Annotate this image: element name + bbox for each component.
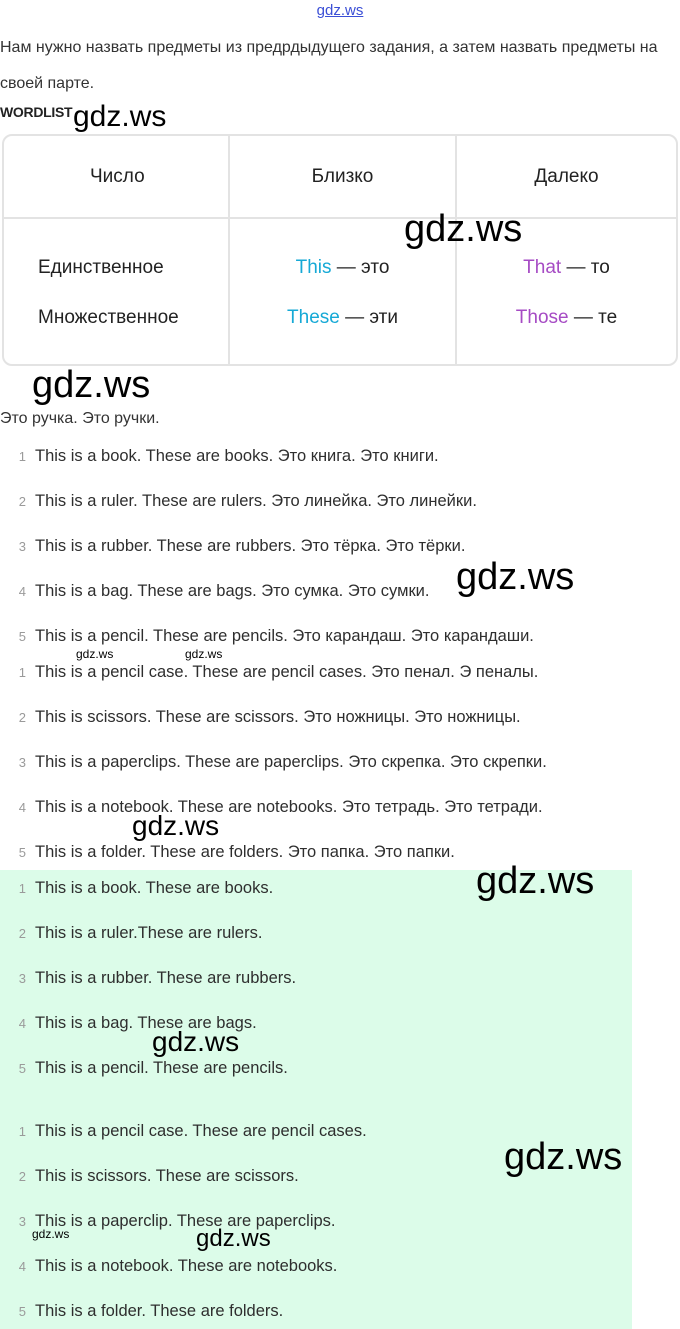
item-number: 4 xyxy=(18,1258,26,1274)
list-item xyxy=(0,657,538,687)
watermark: gdz.ws xyxy=(196,1225,271,1252)
near-singular-translation: — это xyxy=(331,257,390,278)
list-item xyxy=(0,1296,283,1326)
near-singular-word: This xyxy=(295,257,332,278)
item-number: 1 xyxy=(18,1123,26,1139)
list-item xyxy=(0,963,296,993)
item-number: 2 xyxy=(18,1168,26,1184)
list-item xyxy=(0,441,439,471)
item-text: This is a pencil. These are pencils. xyxy=(35,1058,288,1077)
list-item xyxy=(0,792,543,822)
header-number: Число xyxy=(4,136,230,217)
item-text: This is a pencil. These are pencils. Это карандаш. Это карандаши. xyxy=(35,626,534,645)
list-item xyxy=(0,747,547,777)
near-plural xyxy=(230,307,455,357)
item-number: 2 xyxy=(18,493,26,509)
far-singular-translation: — то xyxy=(561,257,610,278)
watermark: gdz.ws xyxy=(152,1026,240,1057)
example-line: Это ручка. Это ручки. xyxy=(0,410,160,427)
item-text: This is a folder. These are folders. Это папка. Это папки. xyxy=(35,842,455,861)
watermark: gdz.ws xyxy=(404,208,523,250)
item-text: This is a book. These are books. Это книга. Это книги. xyxy=(35,446,439,465)
wordlist-table xyxy=(2,134,678,366)
list-item xyxy=(0,918,262,948)
number-column xyxy=(4,219,230,364)
watermark: gdz.ws xyxy=(504,1136,623,1178)
item-number: 4 xyxy=(18,583,26,599)
item-number: 5 xyxy=(18,1303,26,1319)
item-number: 3 xyxy=(18,970,26,986)
item-number: 4 xyxy=(18,799,26,815)
watermark: gdz.ws xyxy=(32,1227,70,1241)
far-plural xyxy=(457,307,676,357)
item-text: This is scissors. These are scissors. xyxy=(35,1166,299,1185)
item-number: 5 xyxy=(18,628,26,644)
header-near: Близко xyxy=(230,136,457,217)
item-number: 5 xyxy=(18,1060,26,1076)
item-number: 2 xyxy=(18,925,26,941)
list-item xyxy=(0,873,273,903)
list-item xyxy=(0,1161,299,1191)
watermark: gdz.ws xyxy=(185,647,223,661)
wordlist-header-row xyxy=(4,136,676,219)
item-text: This is a book. These are books. xyxy=(35,878,274,897)
item-number: 1 xyxy=(18,880,26,896)
item-number: 3 xyxy=(18,538,26,554)
item-number: 3 xyxy=(18,754,26,770)
item-number: 1 xyxy=(18,448,26,464)
near-plural-word: These xyxy=(287,307,340,328)
far-plural-word: Those xyxy=(515,307,569,328)
header-far: Далеко xyxy=(534,165,599,187)
list-item xyxy=(0,1251,337,1281)
list-item xyxy=(0,486,477,516)
list-item xyxy=(0,837,455,867)
item-text: This is a notebook. These are notebooks. xyxy=(35,1256,338,1275)
item-text: This is scissors. These are scissors. Это ножницы. Это ножницы. xyxy=(35,707,521,726)
watermark: gdz.ws xyxy=(32,364,151,406)
list-item xyxy=(0,1116,367,1146)
watermark: gdz.ws xyxy=(76,647,114,661)
plural-label: Множественное xyxy=(38,307,179,328)
watermark: gdz.ws xyxy=(476,860,595,902)
item-number: 4 xyxy=(18,1015,26,1031)
item-text: This is a pencil case. These are pencil cases. xyxy=(35,1121,367,1140)
list-item xyxy=(0,531,465,561)
item-text: This is a bag. These are bags. Это сумка. Это сумки. xyxy=(35,581,430,600)
intro-text: Нам нужно назвать предметы из предрдыдущего задания, а затем назвать предметы на своей парте. xyxy=(0,39,658,92)
list-item xyxy=(0,1053,288,1083)
item-text: This is a folder. These are folders. xyxy=(35,1301,284,1320)
watermark: gdz.ws xyxy=(456,556,575,598)
item-number: 5 xyxy=(18,844,26,860)
watermark: gdz.ws xyxy=(73,100,167,133)
wordlist-label: WORDLIST xyxy=(0,104,73,120)
near-plural-translation: — эти xyxy=(339,307,398,328)
item-text: This is a pencil case. These are pencil cases. Это пенал. Э пеналы. xyxy=(35,662,539,681)
item-text: This is a paperclip. These are paperclips. xyxy=(35,1211,336,1230)
singular-label: Единственное xyxy=(38,257,164,278)
item-text: This is a paperclips. These are paperclips. Это скрепка. Это скрепки. xyxy=(35,752,547,771)
watermark: gdz.ws xyxy=(132,810,220,841)
far-singular-word: That xyxy=(523,257,562,278)
list-item xyxy=(0,702,521,732)
item-text: This is a ruler.These are rulers. xyxy=(35,923,263,942)
item-text: This is a rubber. These are rubbers. xyxy=(35,968,297,987)
item-text: This is a notebook. These are notebooks. Это тетрадь. Это тетради. xyxy=(35,797,543,816)
list-item xyxy=(0,576,430,606)
near-singular xyxy=(230,257,455,307)
item-text: This is a rubber. These are rubbers. Это тёрка. Это тёрки. xyxy=(35,536,466,555)
item-text: This is a ruler. These are rulers. Это линейка. Это линейки. xyxy=(35,491,477,510)
far-plural-translation: — те xyxy=(568,307,618,328)
top-watermark-link[interactable]: gdz.ws xyxy=(316,2,364,19)
item-number: 1 xyxy=(18,664,26,680)
item-number: 3 xyxy=(18,1213,26,1229)
item-number: 2 xyxy=(18,709,26,725)
item-text: This is a bag. These are bags. xyxy=(35,1013,257,1032)
wordlist-body-row xyxy=(4,219,676,364)
far-singular xyxy=(457,257,676,307)
